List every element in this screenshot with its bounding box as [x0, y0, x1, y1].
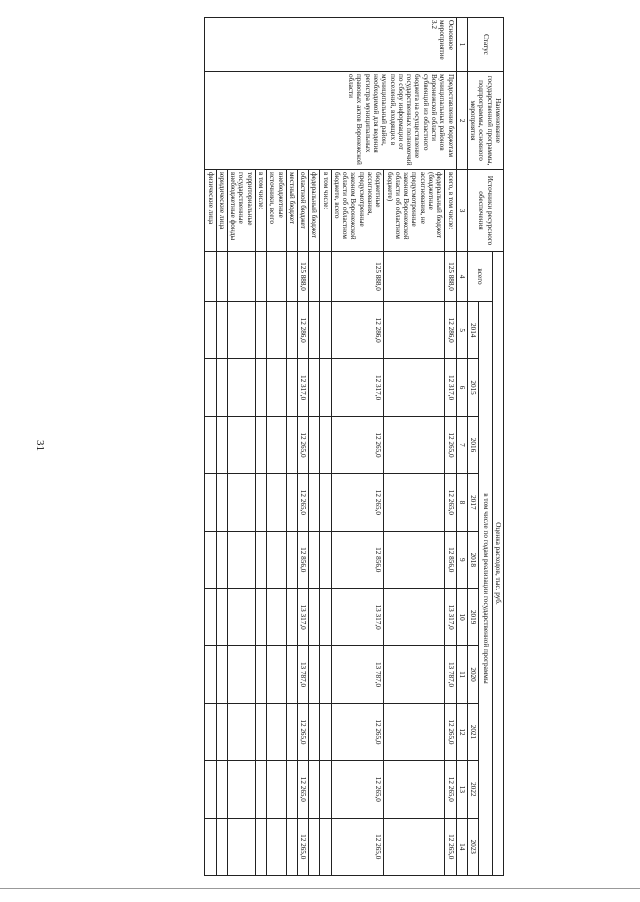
- year-value-cell: 13 787,0: [331, 646, 384, 703]
- year-value-cell: [205, 416, 216, 473]
- year-value-cell: [255, 416, 266, 473]
- year-value-cell: [255, 646, 266, 703]
- year-value-cell: [227, 761, 255, 818]
- year-value-cell: [227, 474, 255, 531]
- year-value-cell: [227, 818, 255, 875]
- year-value-cell: [255, 818, 266, 875]
- year-value-cell: [266, 818, 286, 875]
- source-cell: физические лица: [205, 170, 216, 252]
- year-value-cell: [227, 302, 255, 359]
- year-value-cell: [309, 761, 320, 818]
- year-value-cell: [320, 416, 331, 473]
- year-value-cell: 13 317,0: [445, 588, 456, 645]
- year-value-cell: [384, 588, 445, 645]
- year-value-cell: [309, 818, 320, 875]
- column-number: 14: [456, 818, 467, 875]
- year-value-cell: [320, 818, 331, 875]
- year-value-cell: 12 265,0: [331, 818, 384, 875]
- year-value-cell: 13 317,0: [297, 588, 308, 645]
- year-value-cell: [286, 531, 297, 588]
- year-value-cell: 12 265,0: [445, 703, 456, 760]
- year-value-cell: [384, 818, 445, 875]
- year-value-cell: [205, 474, 216, 531]
- year-value-cell: [205, 359, 216, 416]
- year-value-cell: [309, 302, 320, 359]
- year-value-cell: [266, 416, 286, 473]
- year-value-cell: [216, 761, 227, 818]
- year-value-cell: [266, 474, 286, 531]
- year-value-cell: [255, 588, 266, 645]
- table-row: [445, 18, 456, 876]
- header-year: 2018: [467, 531, 478, 588]
- year-value-cell: [255, 359, 266, 416]
- column-number: 9: [456, 531, 467, 588]
- year-value-cell: [216, 359, 227, 416]
- year-value-cell: 13 787,0: [297, 646, 308, 703]
- year-value-cell: [320, 761, 331, 818]
- year-value-cell: 12 265,0: [445, 818, 456, 875]
- year-value-cell: [320, 474, 331, 531]
- year-value-cell: [216, 302, 227, 359]
- year-value-cell: [255, 474, 266, 531]
- total-cell: 125 888,0: [331, 252, 384, 302]
- year-value-cell: 12 265,0: [297, 818, 308, 875]
- year-value-cell: [227, 531, 255, 588]
- column-numbers-row: [456, 18, 467, 876]
- column-number: 5: [456, 302, 467, 359]
- header-year: 2021: [467, 703, 478, 760]
- year-value-cell: [286, 359, 297, 416]
- year-value-cell: 12 286,0: [297, 302, 308, 359]
- year-value-cell: [266, 761, 286, 818]
- total-cell: 125 888,0: [445, 252, 456, 302]
- year-value-cell: 13 317,0: [331, 588, 384, 645]
- year-value-cell: 12 856,0: [331, 531, 384, 588]
- year-value-cell: [266, 531, 286, 588]
- total-cell: [227, 252, 255, 302]
- year-value-cell: [216, 531, 227, 588]
- year-value-cell: [320, 302, 331, 359]
- column-number: 1: [456, 18, 467, 72]
- year-value-cell: 12 265,0: [297, 761, 308, 818]
- year-value-cell: [320, 359, 331, 416]
- header-source: Источники ресурсного обеспечения: [467, 170, 503, 252]
- year-value-cell: [227, 646, 255, 703]
- year-value-cell: 12 265,0: [297, 416, 308, 473]
- year-value-cell: [216, 588, 227, 645]
- year-value-cell: [255, 531, 266, 588]
- source-cell: в том числе:: [320, 170, 331, 252]
- header-year: 2019: [467, 588, 478, 645]
- column-number: 10: [456, 588, 467, 645]
- year-value-cell: [384, 703, 445, 760]
- header-year: 2023: [467, 818, 478, 875]
- source-cell: местный бюджет: [286, 170, 297, 252]
- footer-divider: [0, 888, 640, 889]
- header-total: всего: [467, 252, 492, 302]
- year-value-cell: [286, 474, 297, 531]
- total-cell: [286, 252, 297, 302]
- year-value-cell: 12 265,0: [445, 416, 456, 473]
- source-cell: федеральный бюджет: [309, 170, 320, 252]
- year-value-cell: [384, 474, 445, 531]
- year-value-cell: [286, 703, 297, 760]
- year-value-cell: [384, 302, 445, 359]
- column-number: 2: [456, 72, 467, 170]
- year-value-cell: [205, 646, 216, 703]
- year-value-cell: [216, 703, 227, 760]
- header-estimate: Оценка расходов, тыс. руб.: [492, 252, 503, 876]
- year-value-cell: [320, 588, 331, 645]
- year-value-cell: 12 265,0: [331, 474, 384, 531]
- year-value-cell: 12 265,0: [297, 703, 308, 760]
- year-value-cell: [286, 761, 297, 818]
- year-value-cell: [216, 416, 227, 473]
- header-year: 2017: [467, 474, 478, 531]
- year-value-cell: 12 317,0: [297, 359, 308, 416]
- year-value-cell: [205, 531, 216, 588]
- column-number: 7: [456, 416, 467, 473]
- source-cell: всего, в том числе:: [445, 170, 456, 252]
- year-value-cell: [266, 588, 286, 645]
- rotated-table-block: [136, 17, 504, 875]
- year-value-cell: [216, 474, 227, 531]
- year-value-cell: [286, 588, 297, 645]
- source-cell: юридические лица: [216, 170, 227, 252]
- header-year: 2016: [467, 416, 478, 473]
- year-value-cell: [286, 416, 297, 473]
- total-cell: [309, 252, 320, 302]
- year-value-cell: [286, 646, 297, 703]
- total-cell: [320, 252, 331, 302]
- year-value-cell: [216, 646, 227, 703]
- year-value-cell: [216, 818, 227, 875]
- source-cell: в том числе:: [255, 170, 266, 252]
- year-value-cell: [309, 588, 320, 645]
- year-value-cell: 12 317,0: [445, 359, 456, 416]
- year-value-cell: [286, 818, 297, 875]
- year-value-cell: [227, 588, 255, 645]
- year-value-cell: [266, 703, 286, 760]
- column-number: 3: [456, 170, 467, 252]
- header-name: Наименование государственной программы, подпрограммы, основного мероприятия: [467, 72, 503, 170]
- source-cell: территориальные государственные внебюджетные фонды: [227, 170, 255, 252]
- year-value-cell: [266, 359, 286, 416]
- year-value-cell: [320, 531, 331, 588]
- total-cell: [216, 252, 227, 302]
- year-value-cell: [384, 416, 445, 473]
- column-number: 12: [456, 703, 467, 760]
- year-value-cell: [205, 588, 216, 645]
- source-cell: внебюджетные источники, всего: [266, 170, 286, 252]
- year-value-cell: 12 265,0: [445, 474, 456, 531]
- year-value-cell: 12 856,0: [445, 531, 456, 588]
- year-value-cell: [266, 646, 286, 703]
- column-number: 11: [456, 646, 467, 703]
- status-cell: Основное мероприятие 3.2: [205, 18, 456, 72]
- year-value-cell: [227, 359, 255, 416]
- year-value-cell: [309, 474, 320, 531]
- year-value-cell: [205, 302, 216, 359]
- year-value-cell: 12 286,0: [331, 302, 384, 359]
- header-year: 2020: [467, 646, 478, 703]
- year-value-cell: 12 265,0: [331, 416, 384, 473]
- total-cell: [205, 252, 216, 302]
- year-value-cell: [384, 531, 445, 588]
- year-value-cell: [320, 703, 331, 760]
- year-value-cell: [255, 761, 266, 818]
- year-value-cell: [205, 761, 216, 818]
- page-number: 31: [34, 440, 46, 451]
- year-value-cell: [384, 646, 445, 703]
- year-value-cell: 12 265,0: [331, 703, 384, 760]
- column-number: 13: [456, 761, 467, 818]
- year-value-cell: [205, 818, 216, 875]
- source-cell: областной бюджет: [297, 170, 308, 252]
- year-value-cell: 12 265,0: [445, 761, 456, 818]
- header-status: Статус: [467, 18, 503, 72]
- year-value-cell: 12 317,0: [331, 359, 384, 416]
- header-by-years: в том числе по годам реализации государственной программы: [479, 302, 493, 876]
- table-body: [205, 18, 456, 876]
- header-year: 2022: [467, 761, 478, 818]
- year-value-cell: [309, 531, 320, 588]
- year-value-cell: [320, 646, 331, 703]
- expenses-table: [204, 17, 504, 876]
- year-value-cell: [227, 416, 255, 473]
- source-cell: федеральный бюджет (бюджетные ассигнования, не предусмотренные законом Воронежской области об областном бюджете): [384, 170, 445, 252]
- year-value-cell: 12 286,0: [445, 302, 456, 359]
- year-value-cell: [266, 302, 286, 359]
- year-value-cell: [255, 703, 266, 760]
- source-cell: бюджетные ассигнования, предусмотренные законом Воронежской области об областном бюджете, всего: [331, 170, 384, 252]
- total-cell: [266, 252, 286, 302]
- year-value-cell: [227, 703, 255, 760]
- year-value-cell: [309, 359, 320, 416]
- total-cell: 125 888,0: [297, 252, 308, 302]
- year-value-cell: 13 787,0: [445, 646, 456, 703]
- year-value-cell: [286, 302, 297, 359]
- total-cell: [255, 252, 266, 302]
- year-value-cell: [309, 416, 320, 473]
- year-value-cell: 12 856,0: [297, 531, 308, 588]
- column-number: 4: [456, 252, 467, 302]
- year-value-cell: [384, 761, 445, 818]
- column-number: 8: [456, 474, 467, 531]
- year-value-cell: [309, 703, 320, 760]
- measure-name-cell: Предоставление бюджетам муниципальных районов Воронежской области субвенций из областного бюджета на осуществление государственных полномочий по сбору информации от поселений, входящих в муниципальный район, необходимой для ведения регистра муниципальных правовых актов Воронежской области: [205, 72, 456, 170]
- header-year: 2015: [467, 359, 478, 416]
- year-value-cell: [384, 359, 445, 416]
- total-cell: [384, 252, 445, 302]
- year-value-cell: 12 265,0: [297, 474, 308, 531]
- year-value-cell: [205, 703, 216, 760]
- column-number: 6: [456, 359, 467, 416]
- year-value-cell: 12 265,0: [331, 761, 384, 818]
- header-year: 2014: [467, 302, 478, 359]
- year-value-cell: [255, 302, 266, 359]
- year-value-cell: [309, 646, 320, 703]
